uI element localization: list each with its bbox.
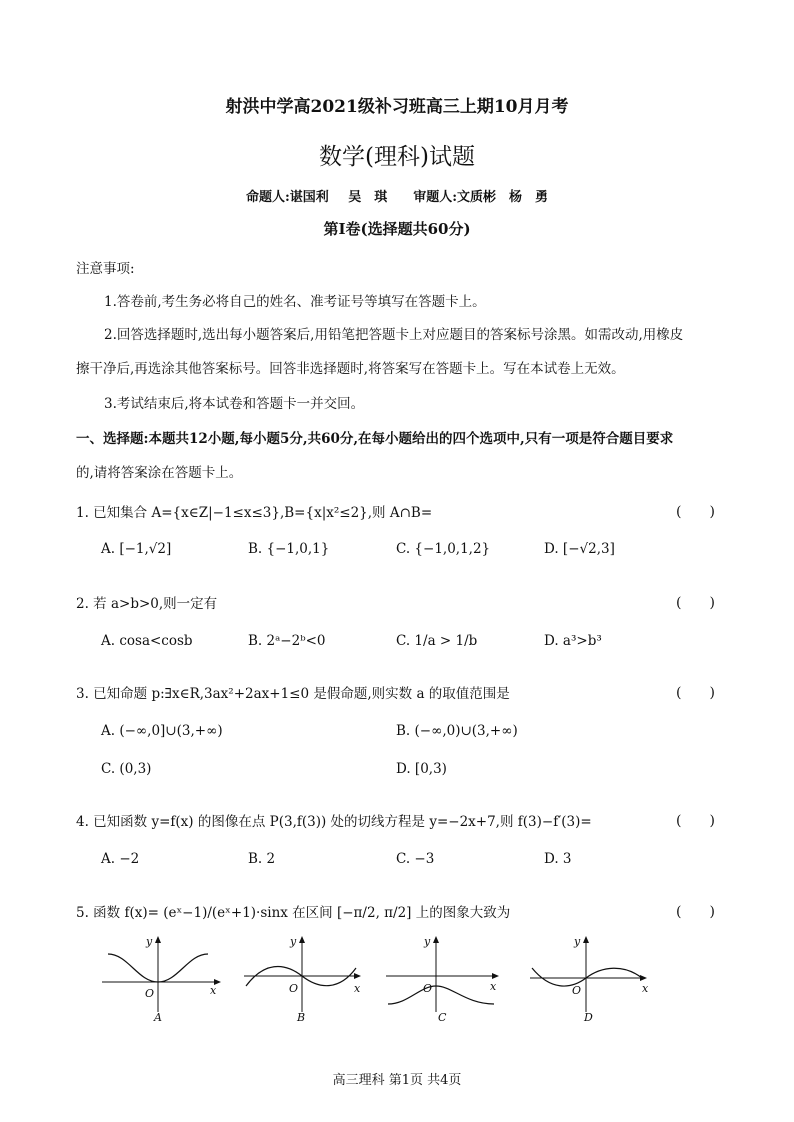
graph-option-d [528, 932, 653, 1022]
question-5-stem: 5. 函数 f(x)= (eˣ−1)/(eˣ+1)·sinx 在区间 [−π/2, π/2] 上的图象大致为 [76, 905, 511, 921]
question-4-answer-paren: ( ) [676, 813, 715, 829]
question-4-option-b: B. 2 [248, 851, 276, 867]
question-3-option-d: D. [0,3) [396, 761, 447, 777]
question-1-stem: 1. 已知集合 A={x∈Z|−1≤x≤3},B={x|x²≤2},则 A∩B= [76, 505, 433, 521]
exam-authors: 命题人:谌国利 吴 琪 审题人:文质彬 杨 勇 [245, 190, 549, 205]
x-axis-arrow-icon [492, 973, 499, 979]
question-2-option-b: B. 2ᵃ−2ᵇ<0 [248, 633, 326, 649]
question-5-answer-paren: ( ) [676, 904, 715, 920]
x-axis-arrow-icon [354, 973, 361, 979]
question-1-answer-paren: ( ) [676, 504, 715, 520]
question-3-option-c: C. (0,3) [101, 761, 152, 777]
question-2-option-c: C. 1/a > 1/b [396, 633, 478, 649]
question-2-answer-paren: ( ) [676, 595, 715, 611]
part-heading: 第Ⅰ卷(选择题共60分) [323, 220, 471, 238]
question-4-stem: 4. 已知函数 y=f(x) 的图像在点 P(3,f(3)) 处的切线方程是 y=−2x+7,则 f(3)−f′(3)= [76, 814, 592, 830]
question-3-answer-paren: ( ) [676, 685, 715, 701]
graph-option-c [384, 932, 509, 1022]
y-label: y [424, 935, 431, 948]
curve [388, 986, 494, 1004]
question-3-option-b: B. (−∞,0)∪(3,+∞) [396, 723, 518, 739]
y-axis-arrow-icon [299, 936, 305, 943]
question-1-option-c: C. {−1,0,1,2} [396, 541, 491, 557]
x-label: x [354, 982, 361, 995]
graph-option-a [100, 932, 225, 1022]
question-4-option-a: A. −2 [101, 851, 140, 867]
option-label: D [584, 1011, 593, 1024]
y-label: y [146, 935, 153, 948]
option-label: C [438, 1011, 447, 1024]
y-label: y [290, 935, 297, 948]
origin-label: O [145, 987, 155, 1000]
note-item-2-line-2: 擦干净后,再选涂其他答案标号。回答非选择题时,将答案写在答题卡上。写在本试卷上无效。 [76, 361, 625, 377]
x-label: x [642, 982, 649, 995]
exam-subtitle: 数学(理科)试题 [319, 144, 475, 170]
exam-title: 射洪中学高2021级补习班高三上期10月月考 [225, 97, 569, 117]
y-axis-arrow-icon [433, 936, 439, 943]
page-footer: 高三理科 第1页 共4页 [332, 1073, 462, 1088]
question-2-option-a: A. cosa<cosb [101, 633, 193, 649]
option-label: A [154, 1011, 162, 1024]
graph-option-b [242, 932, 367, 1022]
y-label: y [574, 935, 581, 948]
notes-heading: 注意事项: [76, 261, 135, 277]
question-4-option-c: C. −3 [396, 851, 435, 867]
question-1-option-d: D. [−√2,3] [544, 541, 615, 557]
note-item-1: 1.答卷前,考生务必将自己的姓名、准考证号等填写在答题卡上。 [104, 294, 486, 310]
x-label: x [210, 984, 217, 997]
question-4-option-d: D. 3 [544, 851, 572, 867]
origin-label: O [289, 982, 299, 995]
option-label: B [297, 1011, 306, 1024]
y-axis-arrow-icon [155, 936, 161, 943]
y-axis-arrow-icon [583, 936, 589, 943]
section-1-heading-line-2: 的,请将答案涂在答题卡上。 [76, 465, 243, 481]
curve [532, 968, 642, 986]
question-2-stem: 2. 若 a>b>0,则一定有 [76, 596, 218, 612]
question-2-option-d: D. a³>b³ [544, 633, 602, 649]
question-1-option-a: A. [−1,√2] [101, 541, 172, 557]
question-3-option-a: A. (−∞,0]∪(3,+∞) [101, 723, 223, 739]
section-1-heading-line-1: 一、选择题:本题共12小题,每小题5分,共60分,在每小题给出的四个选项中,只有一项是符合题目要求 [76, 431, 674, 447]
question-1-option-b: B. {−1,0,1} [248, 541, 330, 557]
question-3-stem: 3. 已知命题 p:∃x∈R,3ax²+2ax+1≤0 是假命题,则实数 a 的取值范围是 [76, 686, 510, 702]
note-item-2-line-1: 2.回答选择题时,选出每小题答案后,用铅笔把答题卡上对应题目的答案标号涂黑。如需改动,用橡皮 [104, 327, 684, 343]
note-item-3: 3.考试结束后,将本试卷和答题卡一并交回。 [104, 396, 365, 412]
origin-label: O [423, 982, 433, 995]
origin-label: O [572, 984, 582, 997]
x-label: x [490, 980, 497, 993]
